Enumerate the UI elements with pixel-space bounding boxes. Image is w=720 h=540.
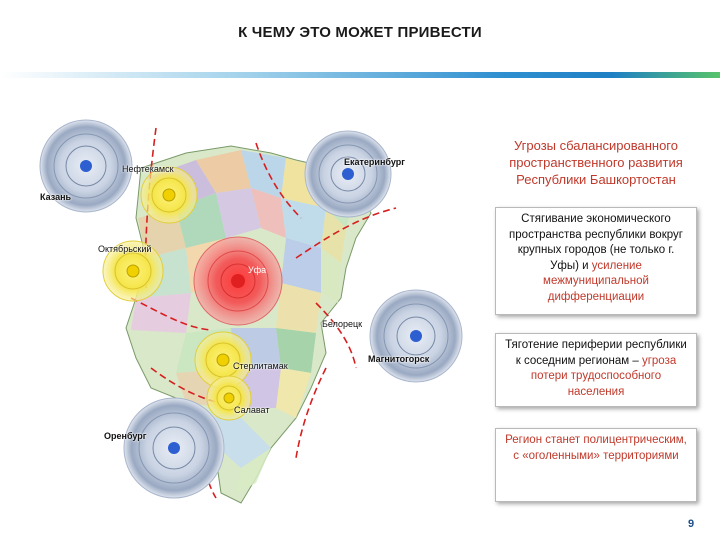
threat-box-3-highlight: Регион станет полицентрическим, с «оголенными» территориями (505, 434, 687, 462)
threat-box-2 (495, 333, 697, 407)
region-map (26, 98, 486, 523)
city-label-ufa: Уфа (248, 265, 267, 275)
threat-box-1 (495, 207, 697, 315)
ekaterinburg-zone (305, 131, 391, 217)
orenburg-zone (124, 398, 224, 498)
page-title: К ЧЕМУ ЭТО МОЖЕТ ПРИВЕСТИ (238, 24, 482, 41)
magnitogorsk-zone (370, 290, 462, 382)
header-divider (0, 72, 720, 78)
city-label-salavat: Салават (234, 405, 270, 415)
threat-box-2-text: Тяготение периферии республики к соседним регионам – (505, 339, 687, 367)
city-label-beloretsk: Белорецк (322, 319, 363, 329)
city-label-kazan: Казань (40, 192, 72, 202)
threats-heading: Угрозы сбалансированного пространственного развития Республики Башкортостан (509, 138, 683, 187)
city-label-orenburg: Оренбург (104, 431, 147, 441)
ufa-zone (194, 237, 282, 325)
threat-box-1-highlight: усиление межмуниципальной дифференциации (543, 259, 649, 303)
threat-box-1-text: Стягивание экономического пространства республики вокруг крупных городов (не только г. Уфы) и (509, 213, 683, 272)
city-label-magnitogorsk: Магнитогорск (368, 354, 430, 364)
map-graphic (26, 98, 486, 523)
city-label-ekaterinburg: Екатеринбург (344, 157, 405, 167)
threat-box-2-highlight: угроза потери трудоспособного населения (530, 354, 677, 398)
city-label-oktyabrsky: Октябрьский (98, 244, 152, 254)
city-label-neftekamsk: Нефтекамск (122, 164, 174, 174)
threat-box-3 (495, 428, 697, 502)
page-number: 9 (688, 518, 695, 530)
neftekamsk-zone (141, 167, 197, 223)
city-label-sterlitamak: Стерлитамак (233, 361, 288, 371)
